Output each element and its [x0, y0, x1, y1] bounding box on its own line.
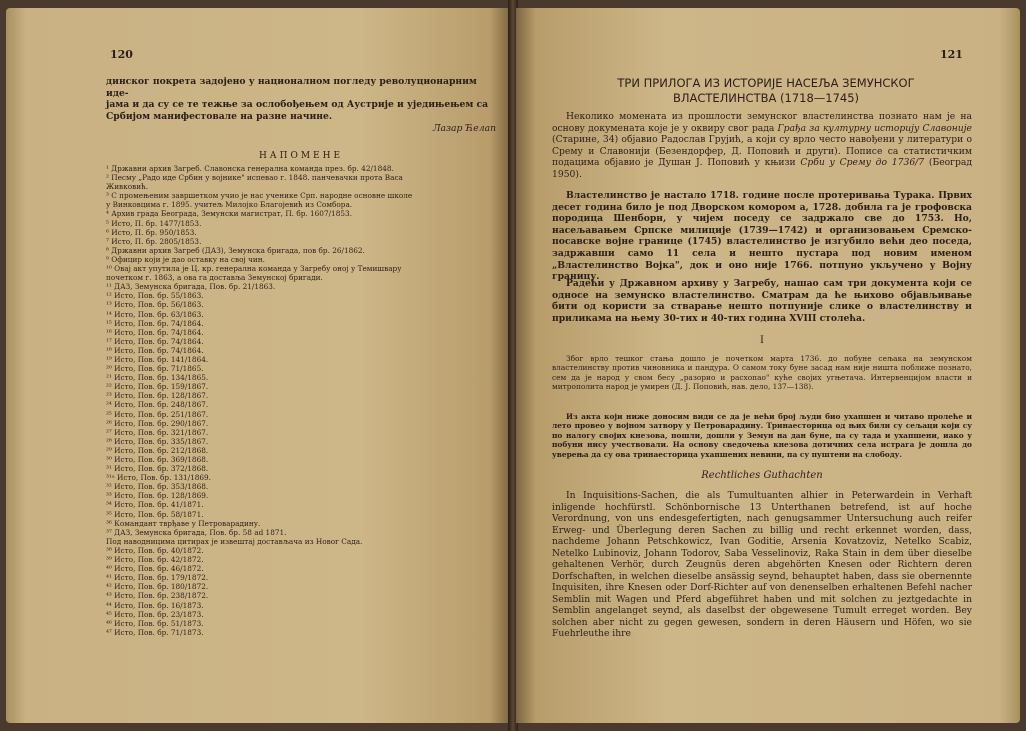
para1-italic-title: Грађа за културну историју Славоније [777, 122, 972, 134]
title-line-2: ВЛАСТЕЛИНСТВА (1718—1745) [672, 91, 860, 105]
page-number-right: 121 [940, 48, 963, 61]
footnote-line: ³⁵ Исто, Пов. бр. 58/1871. [106, 509, 204, 519]
footnote-line: ⁴⁷ Исто, Пов. бр. 71/1873. [106, 627, 204, 637]
footnote-line: ³² Исто, Пов. бр. 353/1868. [106, 482, 209, 492]
para1-part-c: (Београд 1950). [552, 157, 972, 180]
notes-heading: НАПОМЕНЕ [258, 151, 344, 161]
text-line: јама и да су се те тежње за ослобођењем од Аустрије и уједињењем са [106, 99, 489, 110]
right-page [516, 8, 1020, 723]
footnote-line: ⁵ Исто, П. бр. 1477/1853. [106, 218, 202, 228]
footnote-line: ²² Исто, Пов. бр. 159/1867. [106, 382, 209, 392]
footnote-line: ³⁴ Исто, Пов. бр. 41/1871. [106, 500, 204, 510]
footnote-line: ⁴² Исто, Пов. бр. 180/1872. [106, 582, 209, 592]
footnote-line: ³ С промењеним завршетком учио је нас ученике Срп. народне основне школе [106, 191, 413, 201]
paragraph-german-document: In Inquisitions-Sachen, die als Tumultuanten alhier in Peterwardein in Verhaft inligende hochfürstl. Schönbornische 13 Unterthanen betrefend, ist auf hoche Verordnung, von uns endesgefertigten, nach genugsammer Untersuchung auch reifer Erweg- und Überlegung deren Sachen zu billig und recht erkennet worden, dass, nachdeme Johann Petschkowicz, Ivan Goditie, Arsenia Kovatzoviz, Netelko Scabiz, Netelko Lubinoviz, Johann Todorov, Saba Vesselinoviz, Raka Stain in dem über dieselbe gehaltenen Verhör, durch Zeugnüs deren abgehörten Knesen oder Richtern deren Dorfschaften, in welchen dieselbe ansässig seynd, behauptet haben, dass sie obernennte Inquisiten, ihre Knesen oder Dorf-Richter auf von denenselben erhaltenen Befehl nacher Semblin mit Wagen und Pferd abgeführet haben und mit solchen zu jeztgedachte in Semblin angelanget seynd, als daselbst der obgewesene Tumult erreget worden. Bey solchen aber nicht zu gegen gewesen, sondern in deren Häusern und Höfen, wo sie Fuehrleuthe ihre [552, 490, 972, 639]
author-signature: Лазар Ћелап [432, 123, 496, 134]
title-line-1: ТРИ ПРИЛОГА ИЗ ИСТОРИЈЕ НАСЕЉА ЗЕМУНСКОГ [617, 76, 915, 90]
footnote-line: ⁶ Исто, П. бр. 950/1853. [106, 227, 197, 237]
left-page [6, 8, 510, 723]
footnote-line: ²⁵ Исто, Пов. бр. 251/1867. [106, 409, 209, 419]
footnote-line: у Винковцима г. 1895. учитељ Милојко Благојевић из Сомбора. [106, 200, 353, 210]
footnotes-list [106, 164, 496, 637]
paragraph-intro [552, 111, 972, 181]
footnote-line: ²⁶ Исто, Пов. бр. 290/1867. [106, 418, 209, 428]
footnote-line: ²¹ Исто, Пов. бр. 134/1865. [106, 373, 209, 383]
footnote-line: Под наводницима цитирах је извештај достављача из Новог Сада. [106, 536, 363, 546]
footnote-line: ²⁹ Исто, Пов. бр. 212/1868. [106, 445, 209, 455]
footnote-line: ³¹ Исто, Пов. бр. 372/1868. [106, 464, 209, 474]
footnote-line: ⁴⁶ Исто, Пов. бр. 51/1873. [106, 618, 204, 628]
footnote-line: ¹⁷ Исто, Пов. бр. 74/1864. [106, 336, 204, 346]
section-numeral: I [760, 335, 764, 346]
footnote-line: ¹¹ ДАЗ, Земунска бригада, Пов. бр. 21/1863. [106, 282, 276, 292]
footnote-line: ¹⁹ Исто, Пов. бр. 141/1864. [106, 354, 209, 364]
footnote-line: ³⁸ Исто, Пов. бр. 40/1872. [106, 545, 204, 555]
footnote-line: ³⁰ Исто, Пов. бр. 369/1868. [106, 455, 209, 464]
footnote-line: ⁸ Државни архив Загреб (ДАЗ), Земунска бригада, пов бр. 26/1862. [106, 245, 365, 255]
article-title [566, 76, 966, 106]
footnote-line: ³⁷ ДАЗ, Земунска бригада, Пов. бр. 58 ad 1871. [106, 527, 287, 537]
footnote-line: ²³ Исто, Пов. бр. 128/1867. [106, 391, 209, 401]
footnote-line: ¹³ Исто, Пов. бр. 56/1863. [106, 300, 204, 310]
footnote-line: ²⁸ Исто, Пов. бр. 335/1867. [106, 436, 209, 446]
footnote-line: ⁴⁰ Исто, Пов. бр. 46/1872. [106, 564, 204, 574]
footnote-line: ³⁶ Командант тврђаве у Петроварадину. [106, 518, 261, 528]
footnote-line: ²⁷ Исто, Пов. бр. 321/1867. [106, 427, 209, 437]
footnote-line: ²⁴ Исто, Пов. бр. 248/1867. [106, 400, 209, 410]
footnote-line: ¹⁴ Исто, Пов. бр. 63/1863. [106, 309, 204, 319]
page-number-left: 120 [110, 48, 133, 61]
paragraph-arrests: Из акта који ниже доносим види се да је већи број људи био ухапшен и читаво пролеће и лето провео у војном затвору у Петроварадину. Тринаесторица од њих били су сељаци који су по налогу својих кнезова, пошли, дошли у Земун на дан буне, па су тада и ухапшени, иако у побуни нису учествовали. На основу сведочења кнезова дотичних села истрага је дошла до уверења да су ова тринаесторица ухапшених невини, па су пуштени на слободу. [552, 412, 972, 459]
footnote-line: ¹⁰ Овај акт упутила је Ц. кр. генерална команда у Загребу оној у Темишвару [106, 264, 402, 274]
footnote-line: ² Песму „Радо иде Србин у војнике" испевао г. 1848. панчевачки прота Васа [106, 173, 403, 183]
text-line: динског покрета задојено у националном погледу револуционарним иде- [106, 76, 477, 99]
footnote-line: ³³ Исто, Пов. бр. 128/1869. [106, 491, 209, 501]
footnote-line: ³⁹ Исто, Пов. бр. 42/1872. [106, 555, 204, 565]
para1-part-b: (Старине, 34) објавио Радослав Грујић, а који су врло често навођени у литератури о Срему и Славонији (Безендорфер, Д. Поповић и други). Пописе са статистичким подацима објавио је Душан Ј. Поповић у књизи [552, 134, 972, 169]
paragraph-history: Властелинство је настало 1718. године после протеривања Турака. Првих десет година било је под Дворском комором а, 1728. добила га је грофовска породица Шенборн, у чијем поседу се задржало све до 1753. Но, насељавањем Српске милиције (1739—1742) и организовањем Сремско-посавске војне границе (1745) властелинство је изгубило већи део поседа, задржавши само 11 села и нешто пустара под новим именом „Властелинство Војка", док и оно није 1766. потпуно укључено у Војну границу. [552, 190, 972, 283]
footnote-line: ⁴⁵ Исто, Пов. бр. 23/1873. [106, 609, 204, 619]
footnote-line: ¹ Државни архив Загреб. Славонска генерална команда през. бр. 42/1848. [106, 164, 394, 173]
footnote-line: почетком г. 1863, а ова га доставља Земунској бригади. [106, 273, 323, 283]
paragraph-rebellion: Због врло тешког стања дошло је почетком марта 1736. до побуне сељака на земунском властелинству против чиновника и пандура. О самом току буне засад нам није ништа поближе познато, сем да је народ у свом бесу „разорио и расхопао" куће својих угњетача. Интервенцијом власти и митрополита народ је умирен (Д. Ј. Поповић, нав. дело, 137—138). [552, 354, 972, 392]
para1-italic-book: Срби у Срему до 1736/7 [800, 157, 925, 169]
footnote-line: ¹² Исто, Пов. бр. 55/1863. [106, 291, 204, 301]
footnote-line: ⁴⁴ Исто, Пов. бр. 16/1873. [106, 600, 204, 610]
footnote-line: ⁹ Официр који је дао оставку на свој чин. [106, 254, 265, 264]
footnote-line: ¹⁸ Исто, Пов. бр. 74/1864. [106, 345, 204, 355]
footnote-line: ²⁰ Исто, Пов. бр. 71/1865. [106, 364, 204, 374]
footnote-line: ⁷ Исто, П. бр. 2805/1853. [106, 236, 202, 246]
paragraph-archive: Радећи у Државном архиву у Загребу, нашао сам три документа који се односе на земунско властелинство. Сматрам да ће њихово објављивање бити од користи за стварање нешто потпуније слике о властелинству и приликама на њему 30-тих и 40-тих година XVIII столећа. [552, 278, 972, 324]
text-line: Србијом манифестовале на разне начине. [106, 110, 333, 122]
footnote-line: ¹⁶ Исто, Пов. бр. 74/1864. [106, 327, 204, 337]
footnote-line: ⁴¹ Исто, Пов. бр. 179/1872. [106, 573, 209, 583]
footnote-line: ⁴³ Исто, Пов. бр. 238/1872. [106, 591, 209, 601]
footnote-line: ¹⁵ Исто, Пов. бр. 74/1864. [106, 318, 204, 328]
footnote-line: ³¹ᵃ Исто, Пов. бр. 131/1869. [106, 473, 211, 483]
document-subtitle: Rechtliches Guthachten [701, 470, 823, 481]
left-body-text [106, 76, 496, 135]
footnote-line: ⁴ Архив града Београда, Земунски магистрат, П. бр. 1607/1853. [106, 209, 352, 219]
para1-part-a: Неколико момената из прошлости земунског властелинства познато нам је на основу докумената које је у оквиру свог рада [552, 111, 972, 134]
footnote-line: Живковић. [106, 182, 149, 192]
